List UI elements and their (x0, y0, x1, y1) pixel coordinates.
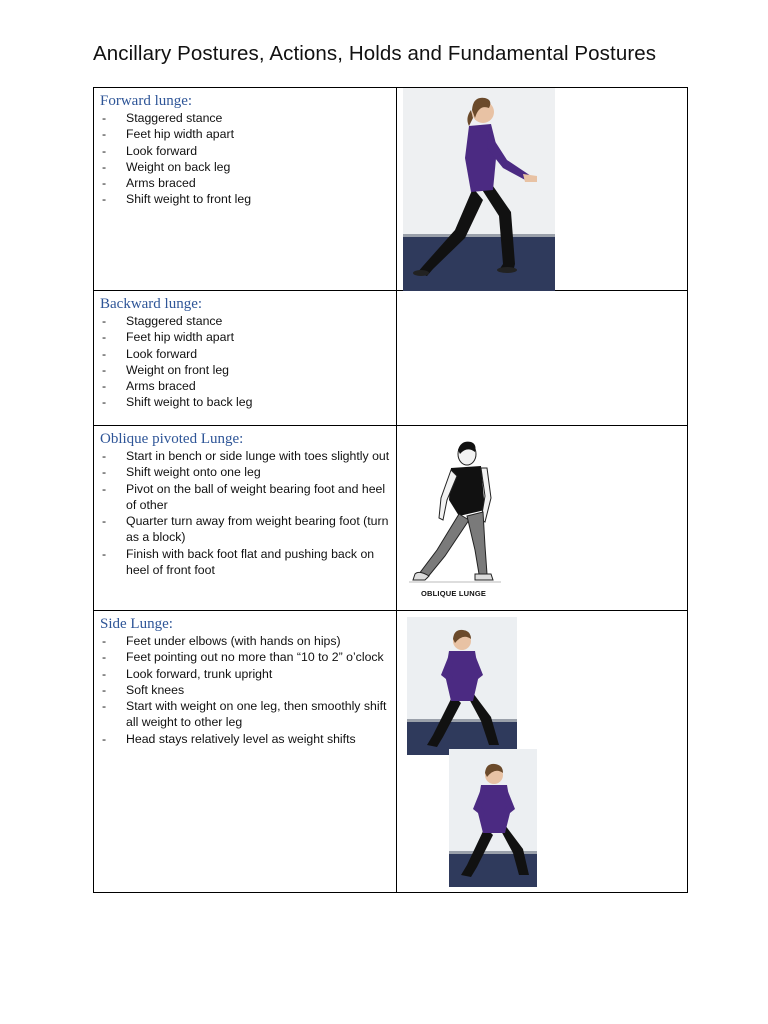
table-row (94, 291, 688, 426)
list-item: - Look forward (100, 143, 390, 159)
list-item: - Finish with back foot flat and pushing back on heel of front foot (100, 546, 390, 579)
list-item: - Weight on front leg (100, 362, 390, 378)
section-title: Oblique pivoted Lunge: (100, 431, 244, 447)
list-item: - Start with weight on one leg, then smoothly shift all weight to other leg (100, 698, 390, 731)
section-title: Side Lunge: (100, 616, 173, 632)
side-lunge-image-cell (397, 611, 688, 893)
section-title: Forward lunge: (100, 93, 193, 109)
postures-table (93, 87, 688, 893)
list-item: - Pivot on the ball of weight bearing foot and heel of other (100, 481, 390, 514)
list-item: - Shift weight onto one leg (100, 464, 390, 480)
side-lunge-photo-2 (449, 749, 537, 887)
list-item: - Weight on back leg (100, 159, 390, 175)
list-item: - Feet pointing out no more than “10 to 2” o’clock (100, 649, 390, 665)
table-row (94, 88, 688, 291)
side-lunge-text-cell (94, 611, 397, 893)
bullet-list (100, 313, 390, 411)
bullet-list (100, 110, 390, 208)
list-item: - Quarter turn away from weight bearing foot (turn as a block) (100, 513, 390, 546)
backward-lunge-text-cell (94, 291, 397, 426)
oblique-lunge-text-cell (94, 426, 397, 611)
oblique-lunge-image-cell (397, 426, 688, 611)
list-item: - Feet hip width apart (100, 329, 390, 345)
forward-lunge-text-cell (94, 88, 397, 291)
oblique-lunge-caption: OBLIQUE LUNGE (421, 589, 487, 598)
section-title: Backward lunge: (100, 296, 203, 312)
page-title: Ancillary Postures, Actions, Holds and Fundamental Postures (93, 42, 657, 65)
forward-lunge-photo (403, 88, 555, 291)
side-lunge-photo-1 (407, 617, 517, 755)
list-item: - Shift weight to back leg (100, 394, 390, 410)
list-item: - Feet under elbows (with hands on hips) (100, 633, 390, 649)
oblique-lunge-illustration (405, 440, 505, 590)
list-item: - Soft knees (100, 682, 390, 698)
list-item: - Look forward, trunk upright (100, 666, 390, 682)
list-item: - Start in bench or side lunge with toes slightly out (100, 448, 390, 464)
table-row (94, 611, 688, 893)
bullet-list (100, 448, 390, 578)
table-row (94, 426, 688, 611)
list-item: - Head stays relatively level as weight shifts (100, 731, 390, 747)
list-item: - Arms braced (100, 175, 390, 191)
forward-lunge-image-cell (397, 88, 688, 291)
list-item: - Look forward (100, 346, 390, 362)
bullet-list (100, 633, 390, 747)
list-item: - Feet hip width apart (100, 126, 390, 142)
list-item: - Staggered stance (100, 110, 390, 126)
backward-lunge-image-cell (397, 291, 688, 426)
list-item: - Shift weight to front leg (100, 191, 390, 207)
list-item: - Staggered stance (100, 313, 390, 329)
list-item: - Arms braced (100, 378, 390, 394)
